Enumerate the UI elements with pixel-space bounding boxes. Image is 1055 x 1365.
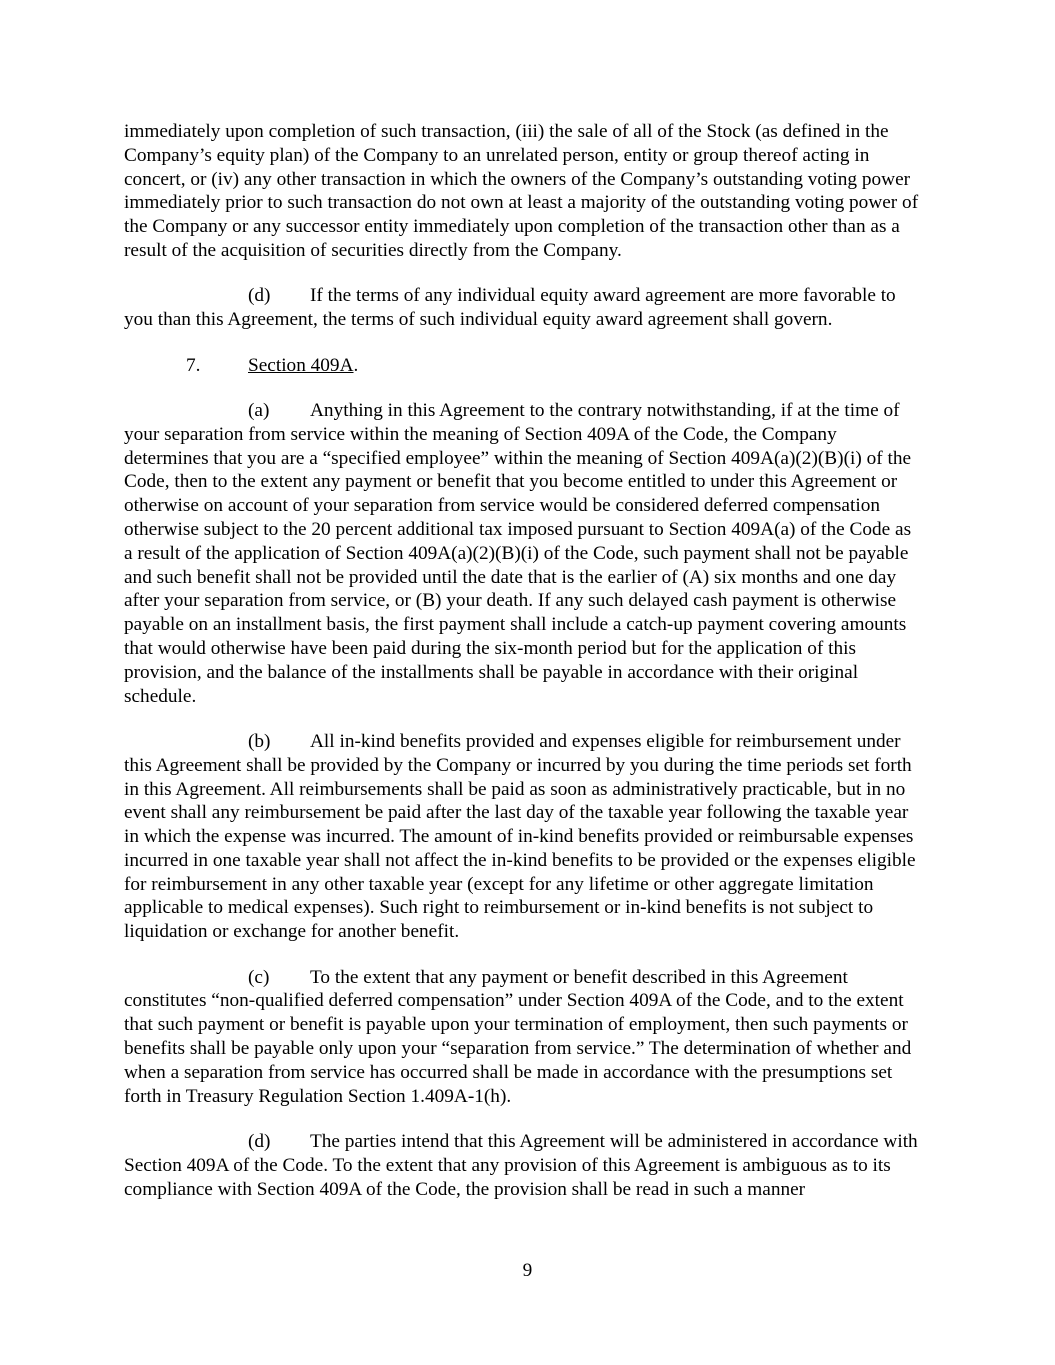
paragraph-6d-label: (d) — [248, 285, 271, 307]
paragraph-7c — [124, 966, 924, 1109]
paragraph-6d — [124, 284, 924, 332]
paragraph-7a-label: (a) — [248, 399, 270, 421]
paragraph-7c-label: (c) — [248, 966, 270, 988]
section-7-heading — [124, 354, 924, 378]
paragraph-7a-text: Anything in this Agreement to the contrary notwithstanding, if at the time of your separation from service within the meaning of Section 409A of the Code, the Company determines that you are a “specified employee” within the meaning of Section 409A(a)(2)(B)(i) of the Code, then to the extent any payment or benefit that you become entitled to under this Agreement or otherwise on account of your separation from service would be considered deferred compensation otherwise subject to the 20 percent additional tax imposed pursuant to Section 409A(a) of the Code as a result of the application of Section 409A(a)(2)(B)(i) of the Code, such payment shall not be payable and such benefit shall not be provided until the date that is the earlier of (A) six months and one day after your separation from service, or (B) your death. If any such delayed cash payment is otherwise payable on an installment basis, the first payment shall include a catch-up payment covering amounts that would otherwise have been paid during the six-month period but for the application of this provision, and the balance of the installments shall be payable in accordance with their original schedule. — [124, 399, 912, 707]
paragraph-7d-label: (d) — [248, 1131, 271, 1153]
paragraph-7d-text: The parties intend that this Agreement will be administered in accordance with Section 409A of the Code. To the extent that any provision of this Agreement is ambiguous as to its compliance with Section 409A of the Code, the provision shall be read in such a manner — [124, 1131, 918, 1200]
page-number: 9 — [522, 1260, 533, 1281]
paragraph-7a — [124, 399, 924, 708]
paragraph-7b-text: All in-kind benefits provided and expenses eligible for reimbursement under this Agreement shall be provided by the Company or incurred by you during the time periods set forth in this Agreement. All reimbursements shall be paid as soon as administratively practicable, but in no event shall any reimbursement be paid after the last day of the taxable year following the taxable year in which the expense was incurred. The amount of in-kind benefits provided or reimbursable expenses incurred in one taxable year shall not affect the in-kind benefits to be provided or the expenses eligible for reimbursement in any other taxable year (except for any lifetime or other aggregate limitation applicable to medical expenses). Such right to reimbursement or in-kind benefits is not subject to liquidation or exchange for another benefit. — [124, 730, 916, 943]
continuation-paragraph: immediately upon completion of such transaction, (iii) the sale of all of the Stock (as defined in the Company’s equity plan) of the Company to an unrelated person, entity or group thereof acting in concert, or (iv) any other transaction in which the owners of the Company’s outstanding voting power immediately prior to such transaction do not own at least a majority of the outstanding voting power of the Company or any successor entity immediately upon completion of the transaction other than as a result of the acquisition of securities directly from the Company. — [124, 121, 919, 261]
document-page — [124, 120, 924, 1201]
paragraph-7b-label: (b) — [248, 730, 271, 752]
section-7-title-suffix: . — [353, 354, 359, 376]
paragraph-7d — [124, 1130, 924, 1201]
section-7-number: 7. — [186, 354, 201, 376]
section-7-title: Section 409A — [248, 354, 354, 376]
paragraph-6d-text: If the terms of any individual equity award agreement are more favorable to you than this Agreement, the terms of such individual equity award agreement shall govern. — [124, 285, 896, 331]
paragraph-7b — [124, 730, 924, 944]
paragraph-7c-text: To the extent that any payment or benefit described in this Agreement constitutes “non-qualified deferred compensation” under Section 409A of the Code, and to the extent that such payment or benefit is payable upon your termination of employment, then such payments or benefits shall be payable only upon your “separation from service.” The determination of whether and when a separation from service has occurred shall be made in accordance with the presumptions set forth in Treasury Regulation Section 1.409A-1(h). — [124, 966, 912, 1107]
